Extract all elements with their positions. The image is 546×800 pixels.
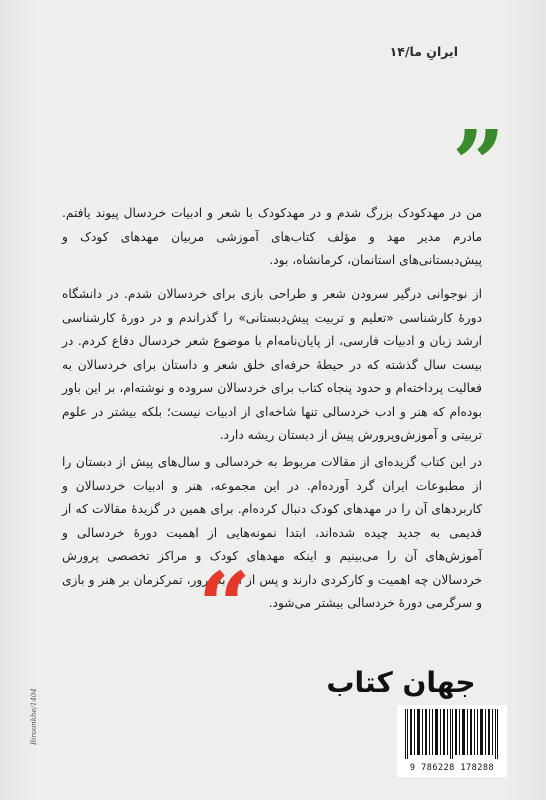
paragraph-intro: من در مهدکودک بزرگ شدم و در مهدکودک با شعر و ادبیات خردسال پیوند یافتم. مادرم مدیر مهد و مؤلف کتاب‌های آموزشی مربیان مهدهای کودک و پیش‌دبستانی‌های استانمان، کرمانشاه، بود. [62,206,482,268]
publisher-logo [326,662,476,702]
publisher-logo-text: جهان کتاب [326,665,476,699]
series-label: ایرانِ ما/۱۴ [389,44,458,59]
barcode-bars [405,709,499,759]
isbn-barcode [397,705,507,777]
paragraph-book-summary: در این کتاب گزیده‌ای از مقالات مربوط به خردسالی و سال‌های پیش از دبستان را از مطبوعات ایران گرد آورده‌ام. در این مجموعه، هنر و ادبیات خردسالان و کاربردهای آن را در مهدهای کودک دنبال کرده‌ام. برای همین در گزیدهٔ مقالات که از قدیمی به جدید چیده شده‌اند، ابتدا نمونه‌هایی از اهمیت دورهٔ خردسالی و آموزش‌های آن را می‌بینیم و اینکه مهدهای کودک و مراکز تخصصی پرورش خردسالان چه اهمیت و کارکردی دارند و پس از آن به‌مرور، تمرکزمان بر هنر و بازی و سرگرمی دورهٔ خردسالی بیشتر می‌شود. [62,455,482,611]
open-quote-mark: ” [452,110,505,218]
designer-credit: Biroonkhe/1404 [30,688,38,745]
isbn-number: 9 786228 178288 [409,763,495,773]
close-quote-mark: “ [198,552,251,660]
paragraph-background: از نوجوانی درگیر سرودن شعر و طراحی بازی برای خردسالان شدم. در دانشگاه دورهٔ کارشناسی «تعلیم و تربیت پیش‌دبستانی» را گذراندم و در دورهٔ کارشناسی ارشد زبان و ادبیات فارسی، از پایان‌نامه‌ام با موضوع شعر خردسال دفاع کردم. در بیست سال گذشته که در حیطهٔ حرفه‌ای خلق شعر و داستان برای خردسالان به فعالیت پرداخته‌ام و حدود پنجاه کتاب برای خردسالان سروده و نوشته‌ام، بر این باور بوده‌ام که هنر و ادب خردسالی تنها شاخه‌ای از ادبیات نیست؛ بلکه بیشتر در علوم تربیتی و آموزش‌وپرورش پیش از دبستان ریشه دارد. [62,287,482,443]
